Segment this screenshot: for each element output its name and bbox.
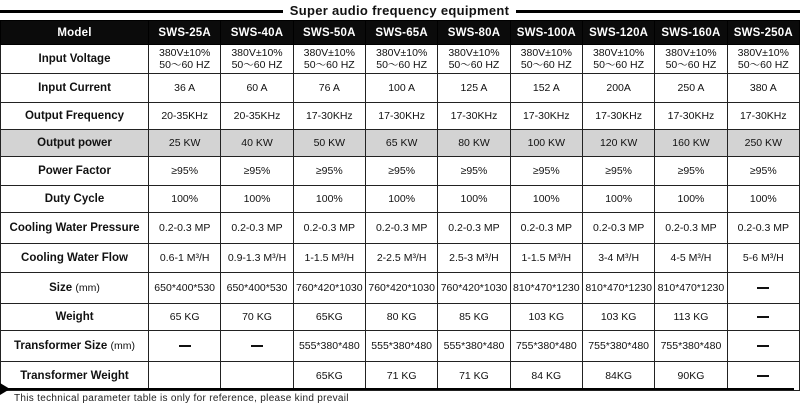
table-cell: 810*470*1230 bbox=[510, 273, 582, 304]
cell-line: 50～60 HZ bbox=[159, 59, 211, 71]
table-cell bbox=[510, 45, 582, 74]
table-cell: 555*380*480 bbox=[365, 331, 437, 362]
table-cell: 760*420*1030 bbox=[438, 273, 510, 304]
table-cell bbox=[365, 45, 437, 74]
cell-line: 50～60 HZ bbox=[303, 59, 355, 71]
table-cell: 0.2-0.3 MP bbox=[510, 213, 582, 244]
header-model-name: SWS-65A bbox=[365, 21, 437, 45]
row-label bbox=[1, 273, 149, 304]
title-bar bbox=[0, 0, 800, 20]
table-cell: 100% bbox=[655, 186, 727, 213]
table-cell: 85 KG bbox=[438, 304, 510, 331]
table-cell: 0.6-1 M³/H bbox=[149, 244, 221, 273]
table-row bbox=[1, 213, 800, 244]
table-cell: 650*400*530 bbox=[221, 273, 293, 304]
table-cell: 5-6 M³/H bbox=[727, 244, 799, 273]
table-cell: 1-1.5 M³/H bbox=[293, 244, 365, 273]
table-cell: 810*470*1230 bbox=[582, 273, 654, 304]
table-row bbox=[1, 130, 800, 157]
header-model-name: SWS-50A bbox=[293, 21, 365, 45]
table-cell: ≥95% bbox=[582, 157, 654, 186]
table-cell: 0.9-1.3 M³/H bbox=[221, 244, 293, 273]
table-cell: 0.2-0.3 MP bbox=[438, 213, 510, 244]
dash-icon bbox=[251, 345, 263, 347]
table-cell: 70 KG bbox=[221, 304, 293, 331]
table-cell: 0.2-0.3 MP bbox=[582, 213, 654, 244]
row-label bbox=[1, 304, 149, 331]
table-cell bbox=[149, 331, 221, 362]
footer bbox=[0, 382, 800, 408]
row-label-text: Output Frequency bbox=[24, 110, 125, 122]
table-cell: 17-30KHz bbox=[365, 103, 437, 130]
table-cell: 100 KW bbox=[510, 130, 582, 157]
table-cell: 80 KW bbox=[438, 130, 510, 157]
table-row bbox=[1, 304, 800, 331]
table-cell: 103 KG bbox=[582, 304, 654, 331]
table-cell bbox=[221, 331, 293, 362]
table-cell: 755*380*480 bbox=[582, 331, 654, 362]
table-cell: ≥95% bbox=[727, 157, 799, 186]
cell-line: 380V±10% bbox=[448, 47, 500, 59]
row-label-text: Cooling Water Flow bbox=[21, 252, 128, 264]
table-cell: 0.2-0.3 MP bbox=[293, 213, 365, 244]
table-cell: 0.2-0.3 MP bbox=[365, 213, 437, 244]
table-cell: 1-1.5 M³/H bbox=[510, 244, 582, 273]
table-cell: 100% bbox=[365, 186, 437, 213]
row-label-text: Weight bbox=[55, 311, 94, 323]
table-cell: 17-30KHz bbox=[293, 103, 365, 130]
table-cell bbox=[727, 273, 799, 304]
table-cell: 100% bbox=[221, 186, 293, 213]
table-cell: ≥95% bbox=[655, 157, 727, 186]
cell-line: 380V±10% bbox=[375, 47, 428, 59]
cell-line: 50～60 HZ bbox=[737, 59, 789, 71]
table-cell: 0.2-0.3 MP bbox=[149, 213, 221, 244]
header-model-name: SWS-250A bbox=[727, 21, 799, 45]
table-cell: 71 KG bbox=[365, 362, 437, 391]
table-cell: 100% bbox=[293, 186, 365, 213]
header-model-name: SWS-160A bbox=[655, 21, 727, 45]
table-cell: 90KG bbox=[655, 362, 727, 391]
table-cell: 810*470*1230 bbox=[655, 273, 727, 304]
table-cell: 113 KG bbox=[655, 304, 727, 331]
row-label bbox=[1, 130, 149, 157]
header-model-name: SWS-40A bbox=[221, 21, 293, 45]
row-label-unit: (mm) bbox=[75, 282, 100, 294]
cell-line: 380V±10% bbox=[159, 47, 211, 59]
table-cell: 555*380*480 bbox=[438, 331, 510, 362]
row-label-text: Size bbox=[49, 282, 73, 294]
table-cell: 250 KW bbox=[727, 130, 799, 157]
header-model-name: SWS-120A bbox=[582, 21, 654, 45]
cell-line: 50～60 HZ bbox=[520, 59, 572, 71]
row-label bbox=[1, 103, 149, 130]
row-label bbox=[1, 45, 149, 74]
table-cell: 650*400*530 bbox=[149, 273, 221, 304]
table-cell: ≥95% bbox=[221, 157, 293, 186]
spec-table bbox=[0, 20, 800, 391]
table-cell: 100 A bbox=[365, 74, 437, 103]
table-cell bbox=[655, 45, 727, 74]
table-cell: 100% bbox=[727, 186, 799, 213]
table-cell: 65KG bbox=[293, 304, 365, 331]
table-cell: 0.2-0.3 MP bbox=[655, 213, 727, 244]
table-cell bbox=[221, 45, 293, 74]
table-cell: ≥95% bbox=[149, 157, 221, 186]
cell-line: 380V±10% bbox=[592, 47, 645, 59]
table-row bbox=[1, 273, 800, 304]
table-row bbox=[1, 103, 800, 130]
footer-note: This technical parameter table is only for reference, please kind prevail bbox=[14, 393, 349, 404]
dash-icon bbox=[757, 345, 769, 347]
table-cell: 100% bbox=[438, 186, 510, 213]
table-row bbox=[1, 157, 800, 186]
dash-icon bbox=[179, 345, 191, 347]
row-label bbox=[1, 213, 149, 244]
table-cell: 4-5 M³/H bbox=[655, 244, 727, 273]
cell-line: 50～60 HZ bbox=[665, 59, 717, 71]
cell-line: 380V±10% bbox=[737, 47, 789, 59]
table-row bbox=[1, 331, 800, 362]
table-cell: 65 KG bbox=[149, 304, 221, 331]
row-label-text: Transformer Size bbox=[13, 340, 108, 352]
table-cell bbox=[727, 304, 799, 331]
row-label-text: Transformer Weight bbox=[20, 370, 129, 382]
dash-icon bbox=[757, 375, 769, 377]
row-label bbox=[1, 244, 149, 273]
footer-rule bbox=[4, 388, 794, 390]
table-cell: ≥95% bbox=[510, 157, 582, 186]
table-cell bbox=[582, 45, 654, 74]
dash-icon bbox=[757, 316, 769, 318]
table-cell: ≥95% bbox=[365, 157, 437, 186]
table-cell bbox=[438, 45, 510, 74]
arrow-icon bbox=[0, 383, 10, 395]
table-cell: 84KG bbox=[582, 362, 654, 391]
table-cell: 125 A bbox=[438, 74, 510, 103]
table-cell: 2.5-3 M³/H bbox=[438, 244, 510, 273]
row-label bbox=[1, 331, 149, 362]
table-cell bbox=[727, 45, 799, 74]
cell-line: 380V±10% bbox=[303, 47, 355, 59]
header-row bbox=[1, 21, 800, 45]
row-label-text: Input Current bbox=[38, 82, 111, 94]
table-row bbox=[1, 244, 800, 273]
table-cell: 20-35KHz bbox=[221, 103, 293, 130]
table-cell: 160 KW bbox=[655, 130, 727, 157]
table-cell: ≥95% bbox=[438, 157, 510, 186]
row-label bbox=[1, 157, 149, 186]
table-cell: 152 A bbox=[510, 74, 582, 103]
cell-line: 50～60 HZ bbox=[376, 59, 428, 71]
table-cell: 17-30KHz bbox=[655, 103, 727, 130]
table-cell: 755*380*480 bbox=[510, 331, 582, 362]
cell-line: 380V±10% bbox=[665, 47, 717, 59]
row-label bbox=[1, 74, 149, 103]
table-cell: 71 KG bbox=[438, 362, 510, 391]
table-cell: 103 KG bbox=[510, 304, 582, 331]
row-label-text: Cooling Water Pressure bbox=[9, 222, 140, 234]
cell-line: 50～60 HZ bbox=[231, 59, 283, 71]
table-row bbox=[1, 45, 800, 74]
table-cell: 17-30KHz bbox=[582, 103, 654, 130]
row-label bbox=[1, 186, 149, 213]
table-cell: 380 A bbox=[727, 74, 799, 103]
table-cell: 0.2-0.3 MP bbox=[221, 213, 293, 244]
table-cell: 25 KW bbox=[149, 130, 221, 157]
table-cell: 100% bbox=[510, 186, 582, 213]
table-cell: ≥95% bbox=[293, 157, 365, 186]
table-cell bbox=[149, 45, 221, 74]
dash-icon bbox=[757, 287, 769, 289]
cell-line: 50～60 HZ bbox=[448, 59, 500, 71]
table-cell bbox=[293, 45, 365, 74]
row-label-text: Output power bbox=[37, 137, 112, 149]
page-title: Super audio frequency equipment bbox=[283, 2, 516, 20]
table-cell: 0.2-0.3 MP bbox=[727, 213, 799, 244]
table-row bbox=[1, 186, 800, 213]
table-cell: 17-30KHz bbox=[510, 103, 582, 130]
table-cell: 2-2.5 M³/H bbox=[365, 244, 437, 273]
table-cell: 80 KG bbox=[365, 304, 437, 331]
row-label-unit: (mm) bbox=[110, 340, 136, 352]
table-row bbox=[1, 74, 800, 103]
table-cell: 60 A bbox=[221, 74, 293, 103]
row-label-text: Power Factor bbox=[38, 165, 111, 177]
table-cell: 555*380*480 bbox=[293, 331, 365, 362]
row-label-text: Duty Cycle bbox=[44, 193, 105, 205]
table-cell: 40 KW bbox=[221, 130, 293, 157]
table-cell: 20-35KHz bbox=[149, 103, 221, 130]
cell-line: 380V±10% bbox=[231, 47, 283, 59]
table-cell: 17-30KHz bbox=[438, 103, 510, 130]
table-cell: 120 KW bbox=[582, 130, 654, 157]
header-model: Model bbox=[1, 21, 149, 45]
table-cell: 250 A bbox=[655, 74, 727, 103]
table-cell: 65KG bbox=[293, 362, 365, 391]
table-cell: 76 A bbox=[293, 74, 365, 103]
table-cell: 17-30KHz bbox=[727, 103, 799, 130]
table-cell: 50 KW bbox=[293, 130, 365, 157]
cell-line: 50～60 HZ bbox=[593, 59, 645, 71]
table-cell: 760*420*1030 bbox=[293, 273, 365, 304]
spec-table-body bbox=[1, 45, 800, 391]
cell-line: 380V±10% bbox=[520, 47, 572, 59]
table-cell: 100% bbox=[582, 186, 654, 213]
table-cell bbox=[727, 331, 799, 362]
table-cell: 100% bbox=[149, 186, 221, 213]
table-cell: 36 A bbox=[149, 74, 221, 103]
table-cell: 65 KW bbox=[365, 130, 437, 157]
table-cell: 3-4 M³/H bbox=[582, 244, 654, 273]
table-cell: 755*380*480 bbox=[655, 331, 727, 362]
table-cell: 760*420*1030 bbox=[365, 273, 437, 304]
header-model-name: SWS-80A bbox=[438, 21, 510, 45]
row-label-text: Input Voltage bbox=[38, 53, 111, 65]
spec-table-header bbox=[1, 21, 800, 45]
header-model-name: SWS-100A bbox=[510, 21, 582, 45]
table-cell: 84 KG bbox=[510, 362, 582, 391]
table-cell: 200A bbox=[582, 74, 654, 103]
header-model-name: SWS-25A bbox=[149, 21, 221, 45]
